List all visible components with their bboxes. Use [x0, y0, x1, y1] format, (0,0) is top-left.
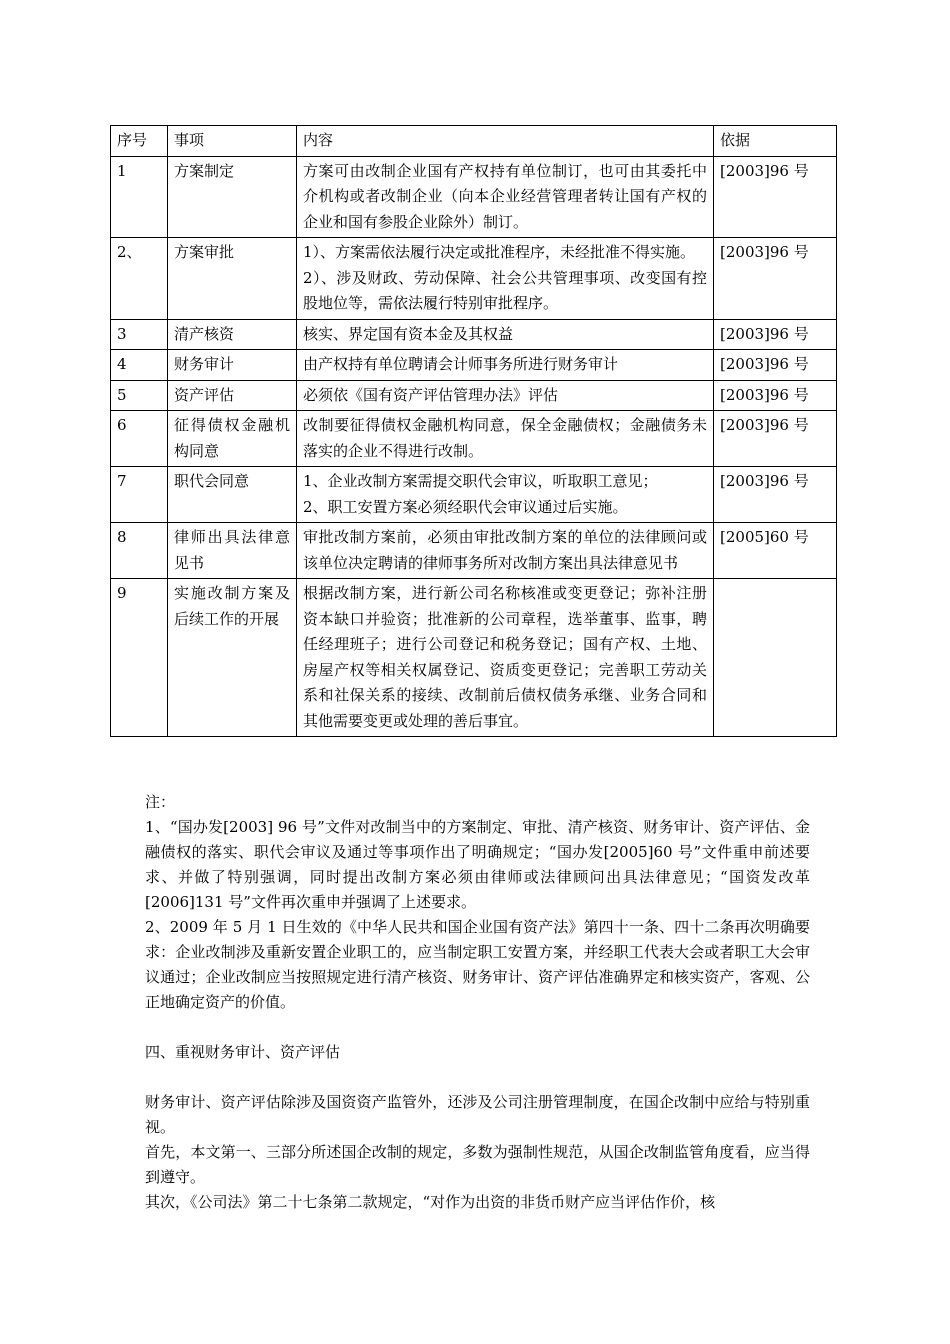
content-line: 根据改制方案，进行新公司名称核准或变更登记；弥补注册资本缺口并验资；批准新的公司章程，选举董事、监事，聘任经理班子；进行公司登记和税务登记；国有产权、土地、房屋产权等相关权属登记、资质变更登记；完善职工劳动关系和社保关系的接续、改制前后债权债务承继、业务合同和其他需要变更或处理的善后事宜。 — [303, 584, 707, 730]
row-basis: [2003]96 号 — [714, 380, 837, 411]
row-no: 1 — [111, 156, 168, 238]
row-basis — [714, 579, 837, 737]
row-content — [297, 156, 714, 238]
table-header-row — [111, 126, 837, 157]
table-row — [111, 238, 837, 320]
row-item: 方案制定 — [168, 156, 297, 238]
content-line: 1）、方案需依法履行决定或批准程序，未经批准不得实施。 — [303, 243, 696, 261]
header-basis: 依据 — [714, 126, 837, 157]
table-row — [111, 579, 837, 737]
section-paragraph-2: 首先，本文第一、三部分所述国企改制的规定，多数为强制性规范，从国企改制监管角度看，应当得到遵守。 — [145, 1143, 810, 1186]
section-heading: 四、重视财务审计、资产评估 — [145, 1043, 341, 1061]
content-line: 2）、涉及财政、劳动保障、社会公共管理事项、改变国有控股地位等，需依法履行特别审批程序。 — [303, 268, 707, 312]
table-row — [111, 350, 837, 381]
row-content — [297, 579, 714, 737]
row-basis: [2003]96 号 — [714, 350, 837, 381]
table-row — [111, 380, 837, 411]
table-row — [111, 156, 837, 238]
row-no: 6 — [111, 411, 168, 467]
row-basis: [2003]96 号 — [714, 411, 837, 467]
row-no: 4 — [111, 350, 168, 381]
table-row — [111, 411, 837, 467]
row-item: 征得债权金融机构同意 — [168, 411, 297, 467]
row-basis: [2003]96 号 — [714, 156, 837, 238]
note-2: 2、2009 年 5 月 1 日生效的《中华人民共和国企业国有资产法》第四十一条、四十二条再次明确要求：企业改制涉及重新安置企业职工的，应当制定职工安置方案，并经职工代表大会或者职工大会审议通过；企业改制应当按照规定进行清产核资、财务审计、资产评估准确界定和核实资产，客观、公正地确定资产的价值。 — [145, 918, 810, 1011]
regulation-table — [110, 125, 837, 737]
content-line: 由产权持有单位聘请会计师事务所进行财务审计 — [303, 355, 619, 373]
content-line: 核实、界定国有资本金及其权益 — [303, 324, 514, 343]
section-paragraph-1: 财务审计、资产评估除涉及国资资产监管外，还涉及公司注册管理制度，在国企改制中应给与特别重视。 — [145, 1093, 810, 1136]
notes-heading: 注： — [145, 793, 176, 811]
header-no: 序号 — [111, 126, 168, 157]
row-basis: [2003]96 号 — [714, 467, 837, 523]
row-item: 财务审计 — [168, 350, 297, 381]
row-content — [297, 467, 714, 523]
header-content: 内容 — [297, 126, 714, 157]
content-line: 方案可由改制企业国有产权持有单位制订，也可由其委托中介机构或者改制企业（向本企业经营管理者转让国有产权的企业和国有参股企业除外）制订。 — [303, 161, 707, 231]
row-basis: [2003]96 号 — [714, 319, 837, 350]
row-no: 2、 — [111, 238, 168, 320]
row-no: 3 — [111, 319, 168, 350]
notes-block — [145, 790, 810, 1015]
row-item: 资产评估 — [168, 380, 297, 411]
row-item: 律师出具法律意见书 — [168, 523, 297, 579]
table-row — [111, 523, 837, 579]
row-content — [297, 319, 714, 350]
content-line: 审批改制方案前，必须由审批改制方案的单位的法律顾问或该单位决定聘请的律师事务所对改制方案出具法律意见书 — [303, 528, 707, 572]
note-1: 1、“国办发[2003] 96 号”文件对改制当中的方案制定、审批、清产核资、财务审计、资产评估、金融债权的落实、职代会审议及通过等事项作出了明确规定；“国办发[2005]60 号”文件重申前述要求、并做了特别强调，同时提出改制方案必须由律师或法律顾问出具法律意见；“国资发改革[2006]131 号”文件再次重申并强调了上述要求。 — [145, 818, 810, 911]
table-row — [111, 319, 837, 350]
row-no: 9 — [111, 579, 168, 737]
table-row — [111, 467, 837, 523]
row-content — [297, 523, 714, 579]
row-content — [297, 380, 714, 411]
section-body — [145, 1090, 810, 1215]
row-content — [297, 411, 714, 467]
row-no: 7 — [111, 467, 168, 523]
content-line: 2、职工安置方案必须经职代会审议通过后实施。 — [303, 497, 628, 516]
content-line: 改制要征得债权金融机构同意，保全金融债权；金融债务未落实的企业不得进行改制。 — [303, 416, 707, 460]
row-content — [297, 350, 714, 381]
row-item: 职代会同意 — [168, 467, 297, 523]
row-item: 方案审批 — [168, 238, 297, 320]
content-line: 必须依《国有资产评估管理办法》评估 — [303, 385, 559, 404]
section-paragraph-3: 其次，《公司法》第二十七条第二款规定，“对作为出资的非货币财产应当评估作价，核 — [145, 1193, 716, 1211]
row-basis: [2003]96 号 — [714, 238, 837, 320]
row-content — [297, 238, 714, 320]
row-item: 实施改制方案及后续工作的开展 — [168, 579, 297, 737]
row-no: 8 — [111, 523, 168, 579]
row-item: 清产核资 — [168, 319, 297, 350]
row-basis: [2005]60 号 — [714, 523, 837, 579]
header-item: 事项 — [168, 126, 297, 157]
row-no: 5 — [111, 380, 168, 411]
content-line: 1、企业改制方案需提交职代会审议，听取职工意见； — [303, 472, 658, 490]
